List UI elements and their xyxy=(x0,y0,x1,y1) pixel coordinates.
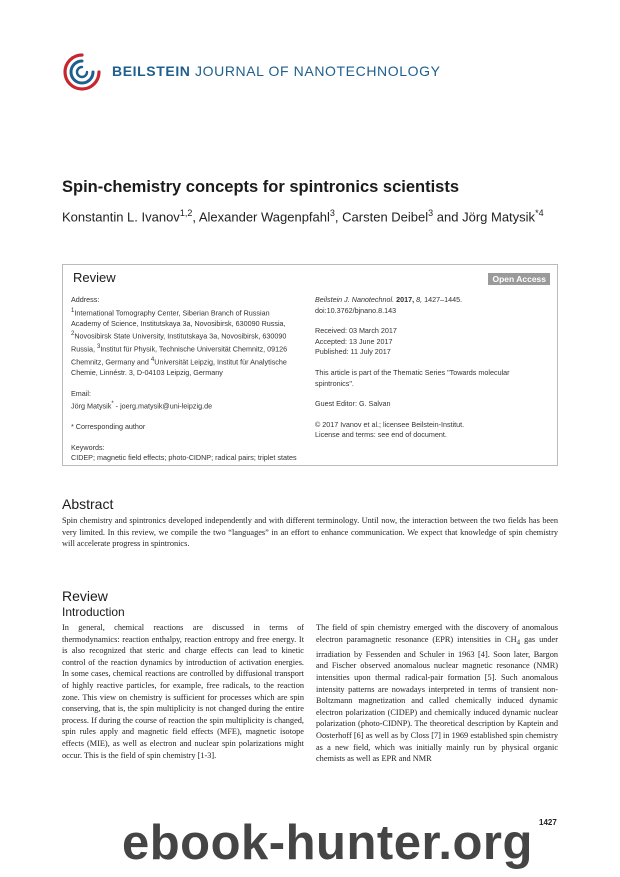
open-access-badge: Open Access xyxy=(488,273,550,285)
copyright: © 2017 Ivanov et al.; licensee Beilstein-Institut. xyxy=(315,419,465,429)
citation: Beilstein J. Nanotechnol. 2017, 8, 1427–1445. xyxy=(315,295,463,304)
article-info-box xyxy=(62,264,558,466)
review-heading: Review xyxy=(62,588,108,604)
address-text: $^1$International Tomography Center, Siberian Branch of Russian Academy of Science, Institutskaya 3a, Novosibirsk, 630090 Russia, $^2$Novosibirsk State University, Institutskaya 3a, Novosibirsk, 630090 Russia, $^3$Institut für Physik, Technische Universität Chemnitz, 09126 Chemnitz, Germany and $^4$Universität Leipzig, Institut für Analytische Chemie, Linnéstr. 3, D-04103 Leipzig, Germany xyxy=(71,307,288,378)
received-date: Received: 03 March 2017 xyxy=(315,326,397,336)
author-list: Konstantin L. Ivanov$^{1,2}$, Alexander Wagenpfahl$^3$, Carsten Deibel$^3$ and Jörg Matysik$^{*4}$ xyxy=(62,208,544,225)
info-left-column xyxy=(71,295,301,464)
keywords-label: Keywords: xyxy=(71,442,105,452)
keywords-text: CIDEP; magnetic field effects; photo-CIDNP; radical pairs; triplet states xyxy=(71,453,297,463)
address-label: Address: xyxy=(71,295,100,304)
email-line: Jörg Matysik* - joerg.matysik@uni-leipzig.de xyxy=(71,401,213,411)
email-label: Email: xyxy=(71,388,91,398)
abstract-text: Spin chemistry and spintronics developed independently and with different terminology. Until now, the interaction between the two fields has been very limited. In this review, we compile the two “languages” in an effort to enhance communication. We expect that knowledge of spin chemistry will accelerate progress in spintronics. xyxy=(62,516,558,549)
article-type-heading: Review xyxy=(73,270,116,285)
body-column-right: The field of spin chemistry emerged with the discovery of anomalous electron paramagnetic resonance (EPR) intensities in $CH_4$ gas under irradiation by Fessenden and Schuler in 1963 [4]. Soon later, Bargon and Fischer observed anomalous nuclear magnetic resonance (NMR) intensities upon thermal radical-pair formation [5]. Such anomalous intensity patterns are nowadays interpreted in terms of transient non-Boltzmann magnetization and called chemically induced dynamic electron polarization (CIDEP) and chemically induced dynamic nuclear polarization (photo-CIDNP). The theoretical description by Kaptein and Oosterhoff [6] as well as by Closs [7] in 1969 established spin chemistry as a new field, which was initially mainly run by physical organic chemists as well as EPR and NMR xyxy=(316,623,558,764)
license: License and terms: see end of document. xyxy=(315,430,447,440)
doi-link[interactable]: doi:10.3762/bjnano.8.143 xyxy=(315,305,397,315)
accepted-date: Accepted: 13 June 2017 xyxy=(315,336,393,346)
info-right-column xyxy=(315,295,547,441)
author-name: Carsten Deibel xyxy=(342,209,429,225)
author-name: Konstantin L. Ivanov xyxy=(62,209,180,225)
watermark: ebook-hunter.org xyxy=(122,816,533,870)
author-name: Jörg Matysik xyxy=(462,209,536,225)
beilstein-logo-icon xyxy=(62,52,102,92)
corresponding-note: * Corresponding author xyxy=(71,422,146,432)
journal-name: BEILSTEIN JOURNAL OF NANOTECHNOLOGY xyxy=(112,63,441,79)
introduction-heading: Introduction xyxy=(62,605,125,619)
guest-editor: Guest Editor: G. Salvan xyxy=(315,399,391,409)
page-number: 1427 xyxy=(539,818,557,827)
email-link[interactable]: - joerg.matysik@uni-leipzig.de xyxy=(113,401,213,411)
body-column-left: In general, chemical reactions are discussed in terms of thermodynamics: reaction enthalpy, reaction entropy and free energy. It is also recognized that steric and charge effects can lead to kinetic control of the reaction dynamics by introduction of activation energies. In some cases, chemical reactions are controlled by diffusional transport of highly reactive particles, for example, free radicals, to the reaction zone. This view on chemistry is sufficient for processes which are spin conserving, that is, the spin multiplicity is not changed during the entire process. If during the course of reaction the spin multiplicity is changed, spin rules apply and magnetic field effects (MFE), magnetic isotope effects (MIE), as well as electron and nuclear spin polarizations might occur. This is the field of spin chemistry [1-3]. xyxy=(62,623,304,760)
article-title: Spin-chemistry concepts for spintronics scientists xyxy=(62,178,460,196)
abstract-heading: Abstract xyxy=(62,496,114,512)
author-name: Alexander Wagenpfahl xyxy=(198,209,330,225)
published-date: Published: 11 July 2017 xyxy=(315,347,391,357)
thematic-series: This article is part of the Thematic Series "Towards molecular spintronics". xyxy=(315,367,510,388)
